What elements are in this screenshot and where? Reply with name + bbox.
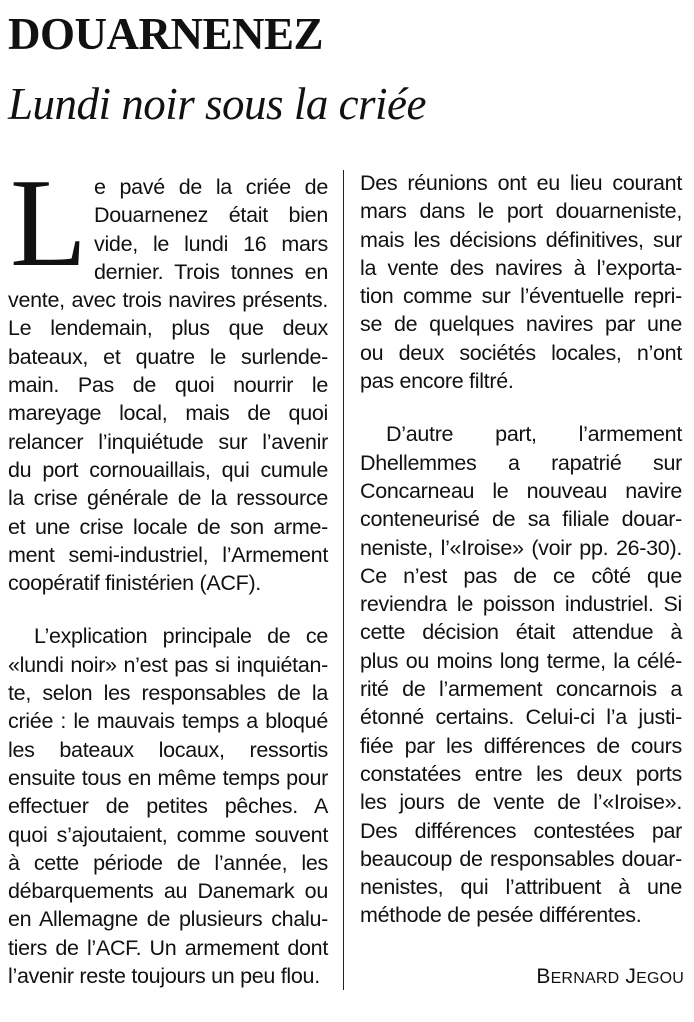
text-line: Douarnenez était bien bbox=[94, 203, 328, 228]
text-line: beaucoup de responsables douar- bbox=[360, 846, 682, 871]
text-line: reviendra le poisson industriel. Si bbox=[360, 592, 682, 617]
text-line: L’explication principale de ce bbox=[34, 624, 328, 649]
text-line: méthode de pesée différentes. bbox=[360, 903, 642, 928]
text-line: se de quelques navires par une bbox=[360, 312, 682, 337]
paragraph-3 bbox=[360, 169, 682, 395]
text-line: relancer l’inquiétude sur l’avenir bbox=[8, 429, 328, 454]
byline bbox=[536, 965, 684, 989]
text-line: étonné certains. Celui-ci l’a justi- bbox=[360, 705, 682, 730]
headline: DOUARNENEZ bbox=[8, 9, 324, 59]
text-line: du port cornouaillais, qui cumule bbox=[8, 457, 328, 482]
text-line: débarquements au Danemark ou bbox=[8, 879, 328, 904]
text-line: à cette période de l’année, les bbox=[8, 850, 328, 875]
text-line: mais les décisions définitives, sur bbox=[360, 227, 682, 252]
text-line: tion comme sur l’éventuelle repri- bbox=[360, 284, 682, 309]
text-line: et une crise locale de son arme- bbox=[8, 514, 328, 539]
column-divider bbox=[343, 170, 344, 990]
text-line: bateaux, et quatre le surlende- bbox=[8, 344, 328, 369]
text-line: criée : le mauvais temps a bloqué bbox=[8, 709, 328, 734]
text-line: ou deux sociétés locales, n’ont bbox=[360, 340, 682, 365]
text-line: Dhellemmes a rapatrié sur bbox=[360, 450, 682, 475]
right-column bbox=[360, 169, 682, 930]
subhead: Lundi noir sous la criée bbox=[8, 79, 427, 129]
text-line: effectuer de petites pêches. A bbox=[8, 794, 328, 819]
text-line: quoi s’ajoutaient, comme souvent bbox=[8, 822, 328, 847]
text-line: Concarneau le nouveau navire bbox=[360, 478, 682, 503]
text-line: Ce n’est pas de ce côté que bbox=[360, 563, 682, 588]
text-line: conteneurisé de sa filiale douar- bbox=[360, 507, 682, 532]
byline-first-initial: B bbox=[536, 965, 551, 988]
text-line: plus ou moins long terme, la célé- bbox=[360, 648, 682, 673]
drop-cap: L bbox=[10, 154, 87, 293]
left-column bbox=[8, 154, 328, 990]
text-line: ensuite tous en même temps pour bbox=[8, 765, 328, 790]
text-line: les jours de vente de l’«Iroise». bbox=[360, 790, 682, 815]
text-line: D’autre part, l’armement bbox=[386, 422, 682, 447]
text-line: cette décision était attendue à bbox=[360, 620, 682, 645]
text-line: mars dans le port douarneniste, bbox=[360, 199, 682, 224]
text-line: ment semi-industriel, l’Armement bbox=[8, 542, 328, 567]
text-line: main. Pas de quoi nourrir le bbox=[8, 373, 328, 398]
paragraph-4 bbox=[360, 420, 682, 929]
text-line: constatées entre les deux ports bbox=[360, 761, 682, 786]
text-line: te, selon les responsables de la bbox=[8, 681, 328, 706]
text-line: Des réunions ont eu lieu courant bbox=[360, 171, 682, 195]
text-line: Le lendemain, plus que deux bbox=[8, 316, 328, 341]
text-line: fiée par les différences de cours bbox=[360, 733, 682, 758]
paragraph-2 bbox=[8, 622, 328, 990]
text-line: nenistes, qui l’attribuent à une bbox=[360, 875, 682, 900]
text-line: dernier. Trois tonnes en bbox=[94, 259, 328, 284]
text-line: e pavé de la criée de bbox=[94, 175, 328, 199]
text-line: vente, avec trois navires présents. bbox=[8, 288, 328, 313]
byline-first-rest: ERNARD bbox=[550, 970, 620, 987]
text-line: l’avenir reste toujours un peu flou. bbox=[8, 964, 320, 989]
text-line: la crise générale de la ressource bbox=[8, 486, 328, 511]
byline-last-initial: J bbox=[625, 965, 637, 988]
byline-last-rest: EGOU bbox=[636, 970, 684, 987]
text-line: tiers de l’ACF. Un armement dont bbox=[8, 935, 328, 960]
text-line: coopératif finistérien (ACF). bbox=[8, 571, 261, 596]
text-line: «lundi noir» n’est pas si inquiétan- bbox=[8, 652, 328, 677]
text-line: vide, le lundi 16 mars bbox=[94, 231, 328, 256]
text-line: neniste, l’«Iroise» (voir pp. 26-30). bbox=[360, 535, 682, 560]
text-line: rité de l’armement concarnois a bbox=[360, 677, 682, 702]
text-line: pas encore filtré. bbox=[360, 369, 514, 394]
text-line: la vente des navires à l’exporta- bbox=[360, 255, 682, 280]
text-line: mareyage local, mais de quoi bbox=[8, 401, 328, 426]
text-line: les bateaux locaux, ressortis bbox=[8, 737, 328, 762]
text-line: Des différences contestées par bbox=[360, 818, 682, 843]
text-line: en Allemagne de plusieurs chalu- bbox=[8, 907, 328, 932]
